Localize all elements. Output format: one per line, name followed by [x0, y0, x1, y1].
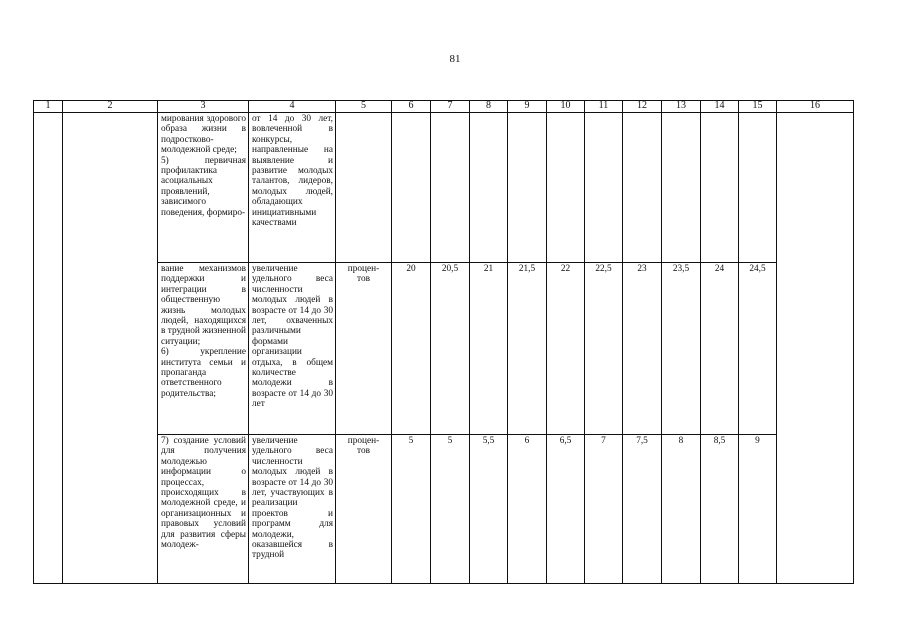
value-cell — [392, 113, 431, 263]
column-header: 3 — [158, 101, 249, 113]
indicator-cell — [249, 113, 336, 263]
value-cell: 8 — [662, 435, 701, 584]
column-header: 8 — [470, 101, 508, 113]
indicator-cell — [249, 435, 336, 584]
task-text-cell — [158, 263, 249, 435]
value-cell: 20 — [392, 263, 431, 435]
cell-col1 — [34, 113, 63, 584]
column-header: 16 — [777, 101, 854, 113]
task-text: 7) создание условий для получения молодежью информации о процессах, происходящих в молодежной среде, и организационных и правовых условий для развития сферы молодеж- — [161, 436, 246, 551]
unit-text — [336, 113, 391, 114]
indicators-table — [33, 100, 854, 584]
value-cell: 5 — [431, 435, 470, 584]
indicator-cell — [249, 263, 336, 435]
table-row — [34, 113, 854, 263]
value-cell — [431, 113, 470, 263]
unit-text: процен- тов — [347, 264, 380, 285]
task-text-cell — [158, 113, 249, 263]
value-cell: 8,5 — [701, 435, 739, 584]
value-cell: 24 — [701, 263, 739, 435]
value-cell — [470, 113, 508, 263]
value-cell: 22,5 — [585, 263, 623, 435]
value-cell — [701, 113, 739, 263]
column-header: 4 — [249, 101, 336, 113]
column-header: 5 — [336, 101, 392, 113]
unit-cell — [336, 113, 392, 263]
cell-col2 — [63, 113, 158, 584]
value-cell: 21 — [470, 263, 508, 435]
value-cell: 22 — [547, 263, 585, 435]
column-header: 13 — [662, 101, 701, 113]
column-header: 15 — [739, 101, 777, 113]
value-cell: 5,5 — [470, 435, 508, 584]
task-text: мирования здорового образа жизни в подростково-молодежной среде; 5) первичная профилактика асоциальных проявлений, зависимого поведения, формиро- — [161, 114, 246, 218]
value-cell: 7 — [585, 435, 623, 584]
page-number: 81 — [449, 53, 461, 65]
unit-cell — [336, 435, 392, 584]
value-cell — [547, 113, 585, 263]
unit-text: процен- тов — [347, 436, 380, 457]
value-cell: 21,5 — [508, 263, 547, 435]
column-header: 6 — [392, 101, 431, 113]
column-header: 14 — [701, 101, 739, 113]
header-row — [34, 101, 854, 113]
column-header: 1 — [34, 101, 63, 113]
cell-col16 — [777, 113, 854, 584]
column-header: 11 — [585, 101, 623, 113]
value-cell — [739, 113, 777, 263]
column-header: 10 — [547, 101, 585, 113]
value-cell — [623, 113, 662, 263]
value-cell: 24,5 — [739, 263, 777, 435]
value-cell — [585, 113, 623, 263]
unit-cell — [336, 263, 392, 435]
value-cell — [508, 113, 547, 263]
indicator-text: увеличение удельного веса численности молодых людей в возрасте от 14 до 30 лет, охваченных различными формами организации отдыха, в общем количестве молодежи в возрасте от 14 до 30 лет — [252, 264, 333, 410]
indicator-text: от 14 до 30 лет, вовлеченной в конкурсы, направленные на выявление и развитие молодых талантов, лидеров, молодых людей, обладающих инициативными качествами — [252, 114, 333, 229]
value-cell: 6 — [508, 435, 547, 584]
value-cell — [662, 113, 701, 263]
value-cell: 9 — [739, 435, 777, 584]
indicator-text: увеличение удельного веса численности молодых людей в возрасте от 14 до 30 лет, участвующих в реализации проектов и программ для молодежи, оказавшейся в трудной — [252, 436, 333, 561]
value-cell: 5 — [392, 435, 431, 584]
column-header: 12 — [623, 101, 662, 113]
value-cell: 23,5 — [662, 263, 701, 435]
column-header: 9 — [508, 101, 547, 113]
value-cell: 6,5 — [547, 435, 585, 584]
column-header: 7 — [431, 101, 470, 113]
value-cell: 7,5 — [623, 435, 662, 584]
task-text-cell — [158, 435, 249, 584]
task-text: вание механизмов поддержки и интеграции в общественную жизнь молодых людей, находящихся в трудной жизненной ситуации; 6) укрепление института семьи и пропаганда ответственного родительства; — [161, 264, 246, 399]
value-cell: 23 — [623, 263, 662, 435]
column-header: 2 — [63, 101, 158, 113]
value-cell: 20,5 — [431, 263, 470, 435]
